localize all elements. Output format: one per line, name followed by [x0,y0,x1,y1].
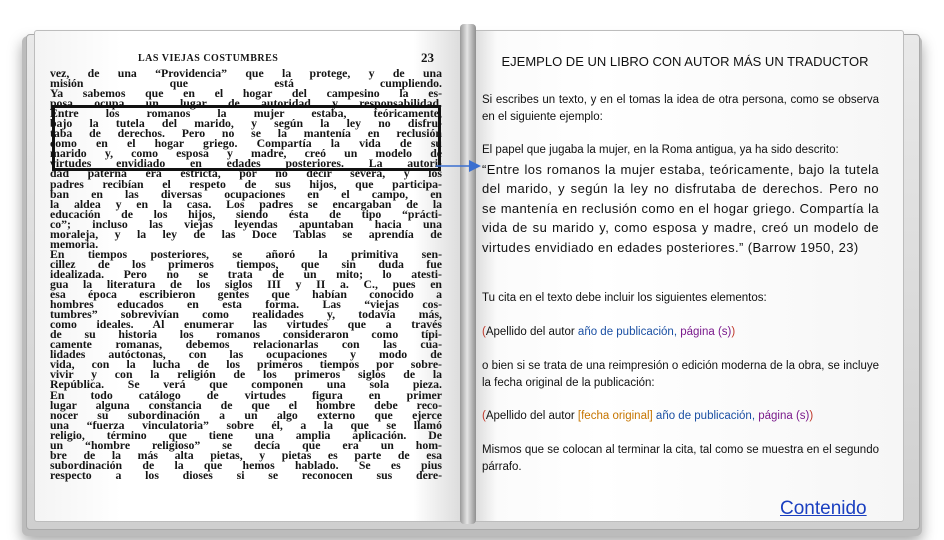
scan-line: respecto a los dioses si se reconocen sus dere- [50,467,442,482]
format1-year: año de publicación, [577,326,678,338]
scan-line: Ya sabemos que en el hogar del campesino la es- [50,86,442,101]
scan-line: marido y, como esposa y madre, creó un modelo de [50,146,442,161]
format2-close-paren: ) [809,410,814,422]
scan-line: virtudes envidiado en edades posteriores. La autori- [50,156,442,171]
quote-intro: El papel que jugaba la mujer, en la Roma antigua, ya ha sido descrito: [482,144,839,156]
section-heading: EJEMPLO DE UN LIBRO CON AUTOR MÁS UN TRADUCTOR [501,54,869,69]
contenido-link[interactable]: Contenido [780,498,867,519]
scan-line: padres recibían el respeto de sus hijos, que participa- [50,176,442,191]
scan-line: posa ocupa un lugar de autoridad y responsabilidad. [50,96,442,111]
citation-format-basic [482,324,735,341]
format1-open-paren: ( [482,326,486,338]
scan-line: hombres educados en esta forma. Las “viejas cos- [50,297,442,312]
scan-line: vida, con la lucha de los primeros tiempos por sobre- [50,357,442,372]
scan-line: educación de los hijos, siendo ésta de tipo “prácti- [50,206,442,221]
scan-line: misión que está cumpliendo. [50,76,442,91]
elements-intro: Tu cita en el texto debe incluir los siguientes elementos: [482,292,767,304]
scan-line: co”; incluso las viejas leyendas apuntaban hacia una [50,216,442,231]
scan-line: gua la literatura de los siglos III y II a. C., pues en [50,276,442,291]
scan-line: nocer su subordinación a un algo externo que ejerce [50,407,442,422]
scan-line: En tiempos posteriores, se añoró la primitiva sen- [50,246,442,261]
scan-line: vivir y con la religión de los primeros siglos de la [50,367,442,382]
reprint-intro: o bien si se trata de una reimpresión o edición moderna de la obra, se incluye la fecha original de la publicación: [482,360,879,389]
format2-year: año de publicación, [655,410,756,422]
scan-line: como ideales. Al enumerar las virtudes que a través [50,317,442,332]
scan-line: una “fuerza vinculatoria” sobre él, a la que se llamó [50,417,442,432]
scan-line: República. Se verá que componen una sola pieza. [50,377,442,392]
scan-line: idealizada. Pero no se trata de un mito; lo atesti- [50,266,442,281]
scan-line: bajo la tutela del marido, y según la ley no disfru- [50,116,442,131]
scan-line: vez, de una “Providencia” que la protege, y de una [50,66,442,80]
scan-line: tumbres” sobrevivían como realidades y, todavía más, [50,307,442,322]
citation-format-reprint [482,408,813,425]
scan-line: ban en las diversas ocupaciones en el campo, en [50,186,442,201]
format1-author: Apellido del autor [485,326,575,338]
scan-header-title: LAS VIEJAS COSTUMBRES [138,53,279,64]
scan-running-header [50,50,434,66]
block-quote: “Entre los romanos la mujer estaba, teóricamente, bajo la tutela del marido, y según la ley no disfrutaba de derechos. Pero no se mantenía en reclusión como en el hogar griego. Compartía la vida de su marido y, como esposa y madre, creó un modelo de virtudes envidiado en edades posteriores.” (Barrow 1950, 23) [482,162,879,255]
scan-line: En todo catálogo de virtudes figura en primer [50,387,442,402]
format2-open-paren: ( [482,410,486,422]
scan-line: memoria. [50,236,99,251]
scan-line: Entre los romanos la mujer estaba, teóricamente, [50,106,442,121]
book-spine [460,24,476,524]
scan-line: taba de derechos. Pero no se la mantenía en reclusión [50,126,442,141]
scan-page-number: 23 [421,50,434,65]
scan-line: dad paterna era estricta, por no decir severa, y los [50,166,442,181]
scan-line: de su historia los romanos consideraron como típi- [50,327,442,342]
scan-line: religio, término que tiene una amplia aplicación. De [50,427,442,442]
scan-line: esa época escribieron gentes que habían conocido a [50,287,442,302]
format2-author: Apellido del autor [485,410,575,422]
scan-line: subordinación de la que hemos hablado. Se es pius [50,457,442,472]
scan-line: como en el hogar griego. Compartía la vida de su [50,136,442,151]
scan-line: bre de la más alta pietas, y pietas es parte de esa [50,447,442,462]
quoted-passage-highlight [52,105,441,171]
scan-line: camente romanas, debemos relacionarlas con las cua- [50,337,442,352]
scan-line: lugar alguna constancia de que el hombre debe reco- [50,397,442,412]
format1-page: página (s) [680,326,732,338]
intro-paragraph: Si escribes un texto, y en el tomas la idea de otra persona, como se observa en el siguiente ejemplo: [482,94,879,123]
closing-paragraph: Mismos que se colocan al terminar la cita, tal como se muestra en el segundo párrafo. [482,444,879,473]
format1-close-paren: ) [731,326,736,338]
format2-original-date: [fecha original] [577,410,653,422]
scan-line: moraleja, y la ley de las Doce Tablas se aprendía de [50,226,442,241]
scan-line: cillez de los primeros tiempos, que sin duda fue [50,256,442,271]
scan-line: lidades autóctonas, con las ocupaciones y modo de [50,347,442,362]
scan-line: un “hombre religioso” se decía que era un hom- [50,437,442,452]
scan-line: la aldea y en la casa. Los padres se encargaban de la [50,196,442,211]
format2-page: página (s) [758,410,810,422]
